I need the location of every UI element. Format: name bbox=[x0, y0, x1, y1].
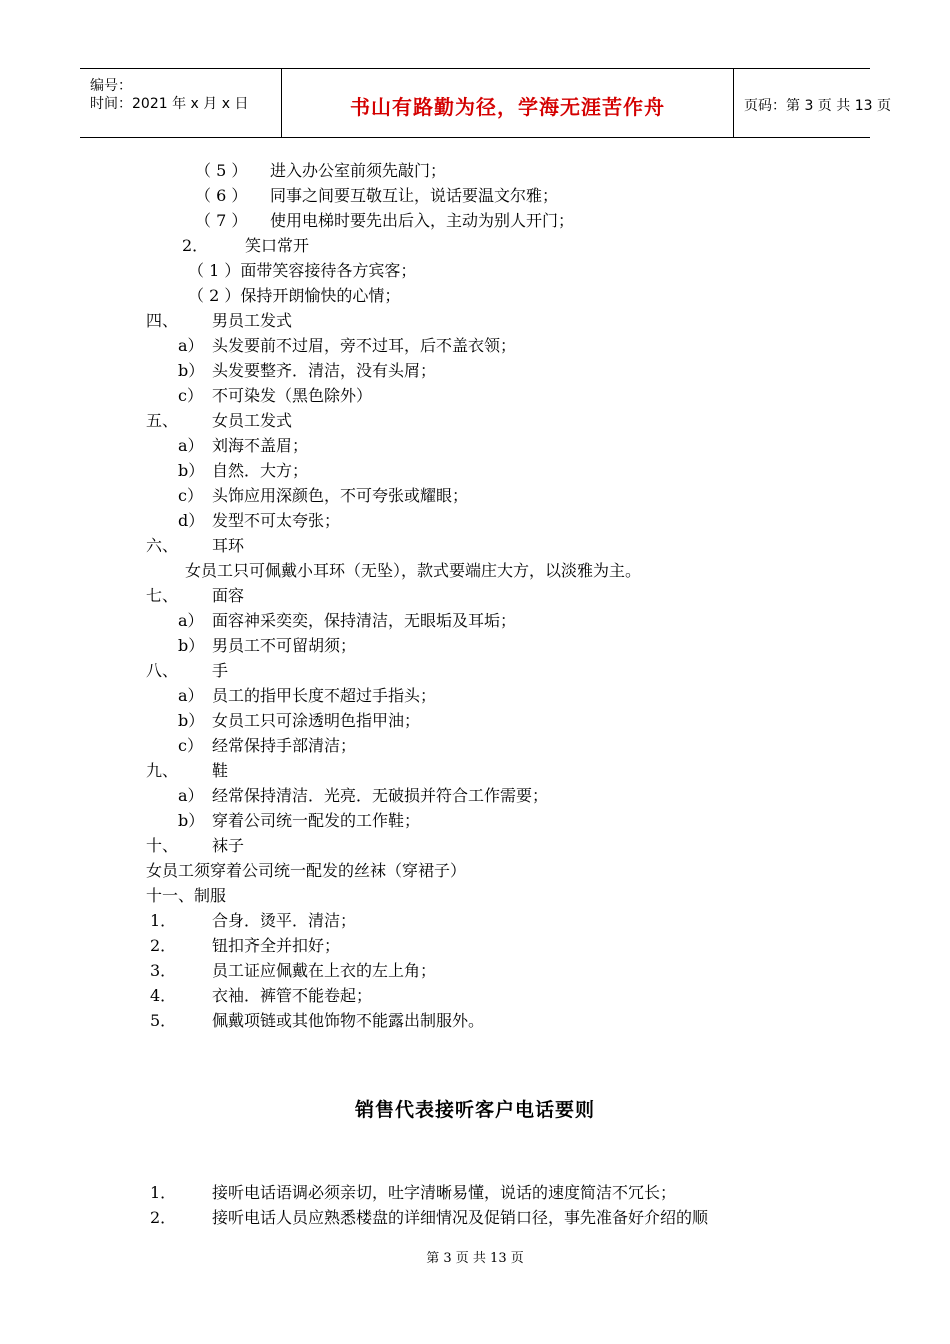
header-motto: 书山有路勤为径，学海无涯苦作舟 bbox=[350, 95, 665, 119]
page-footer: 第 3 页 共 13 页 bbox=[426, 1251, 524, 1266]
header-page-number: 页码：第 3 页 共 13 页 bbox=[744, 98, 891, 114]
page-header bbox=[80, 68, 891, 138]
header-page-cell bbox=[732, 69, 891, 137]
header-meta bbox=[80, 69, 281, 137]
header-motto-cell bbox=[281, 69, 734, 137]
time-label: 时间：2021 年 x 月 x 日 bbox=[90, 96, 249, 112]
section-title: 销售代表接听客户电话要则 bbox=[354, 1099, 595, 1121]
serial-label: 编号： bbox=[90, 78, 132, 94]
